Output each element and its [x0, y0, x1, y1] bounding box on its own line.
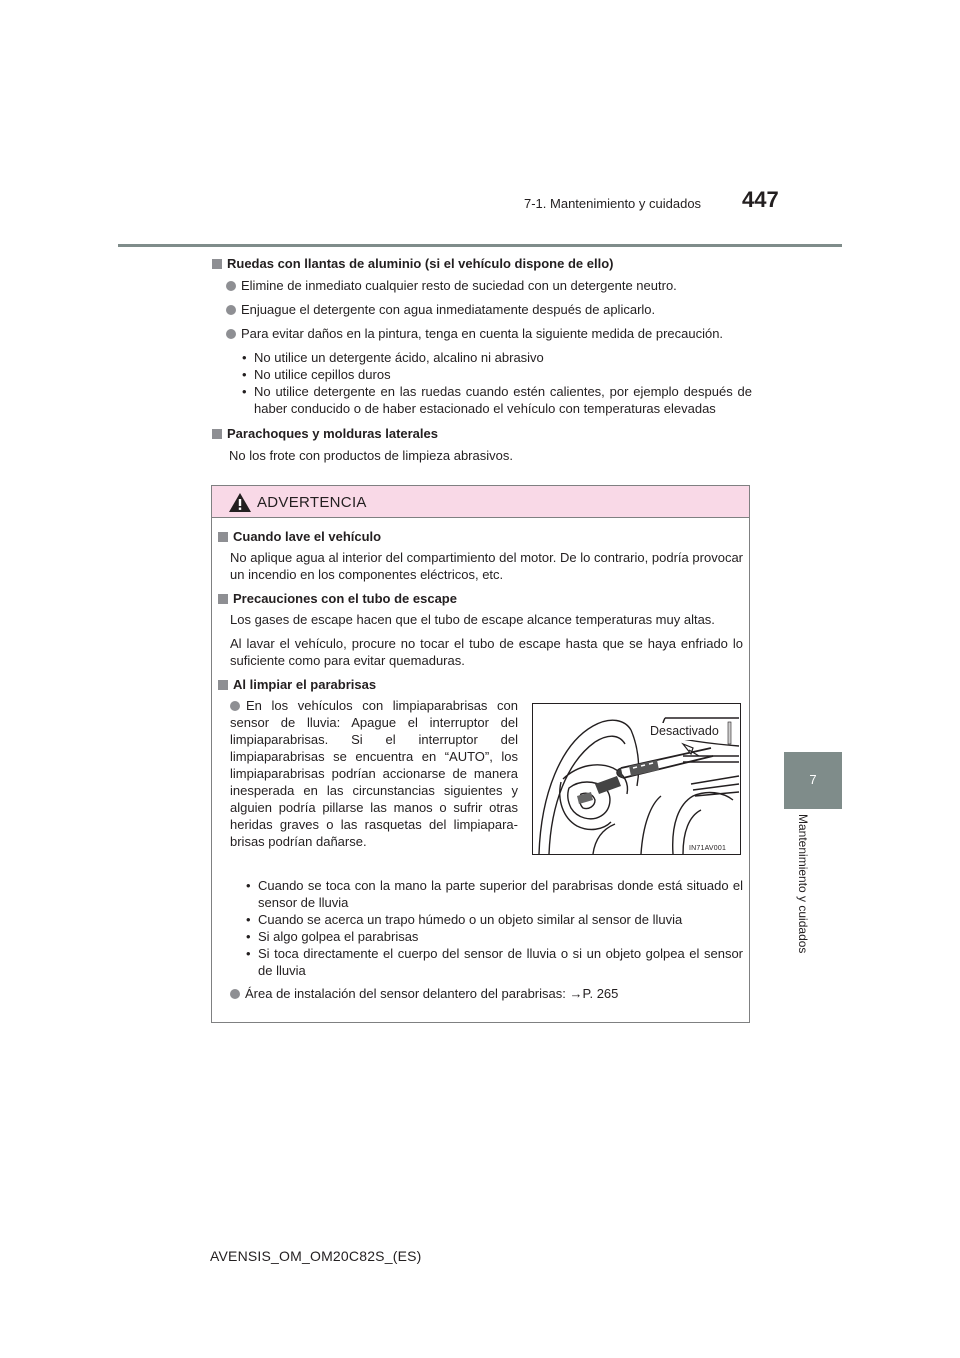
warning-body: [218, 528, 743, 1009]
warning-paragraph: Al lavar el vehículo, procure no tocar el tubo de escape hasta que se haya enfriado lo suficiente como para evitar quemaduras.: [230, 636, 743, 668]
warning-title: ADVERTENCIA: [257, 494, 367, 511]
square-bullet-icon: [212, 429, 222, 439]
round-bullet-icon: [230, 701, 240, 711]
list-item: • Cuando se toca con la mano la parte superior del parabrisas donde está situado el sensor de lluvia: [246, 877, 743, 911]
round-bullet-icon: [226, 329, 236, 339]
warning-triangle-icon: [229, 493, 251, 512]
bumpers-text: No los frote con productos de limpieza abrasivos.: [229, 448, 513, 463]
list-item: • Cuando se acerca un trapo húmedo o un objeto similar al sensor de lluvia: [246, 911, 743, 928]
bullet-item: Para evitar daños en la pintura, tenga en cuenta la siguiente medida de precaución.: [212, 325, 752, 342]
warning-heading-exhaust: Precauciones con el tubo de escape: [218, 590, 743, 607]
bullet-item: Enjuague el detergente con agua inmediatamente después de aplicarlo.: [212, 301, 752, 318]
section-heading-bumpers: Parachoques y molduras laterales: [212, 425, 752, 442]
list-item: • No utilice detergente en las ruedas cuando estén calientes, por ejemplo después de haber conducido o de haber estacionado el vehículo con temperaturas elevadas: [242, 383, 752, 417]
warning-heading-washing: Cuando lave el vehículo: [218, 528, 743, 545]
warning-heading-windshield: Al limpiar el parabrisas: [218, 676, 743, 693]
round-bullet-icon: [226, 305, 236, 315]
footer-document-code: AVENSIS_OM_OM20C82S_(ES): [210, 1248, 422, 1264]
bullet-item: Elimine de inmediato cualquier resto de suciedad con un detergente neutro.: [212, 277, 752, 294]
square-bullet-icon: [212, 259, 222, 269]
section-heading-wheels: Ruedas con llantas de aluminio (si el vehículo dispone de ello): [212, 255, 752, 272]
warning-paragraph: No aplique agua al interior del compartimiento del motor. De lo contrario, podría provocar un incendio en los componentes eléctricos, etc.: [230, 550, 743, 582]
chapter-tab-label: Mantenimiento y cuidados: [796, 814, 810, 954]
figure-code: IN71AV001: [689, 845, 727, 852]
square-bullet-icon: [218, 532, 228, 542]
list-item: • No utilice cepillos duros: [242, 366, 752, 383]
off-position-label: Desactivado: [650, 724, 719, 738]
warning-header: [212, 486, 749, 518]
warning-paragraph: Los gases de escape hacen que el tubo de escape alcance temperaturas muy altas.: [230, 612, 715, 627]
round-bullet-icon: [230, 989, 240, 999]
header-divider: [118, 244, 842, 247]
square-bullet-icon: [218, 680, 228, 690]
rain-sensor-conditions: [218, 877, 743, 979]
precaution-list: [212, 349, 752, 417]
rain-sensor-text: En los vehículos con limpiaparabrisas con sensor de lluvia: Apague el interruptor del limpiaparabrisas. Si el interruptor del limpiaparabrisas se encuentra en “AUTO”, los limpiaparabrisas podrían accionarse de manera inesperada en las circunstancias siguientes y alguien podría pillarse las manos o sufrir otras heridas graves o las rasquetas del limpiaparabrisas podrían dañarse.: [230, 698, 518, 849]
list-item: • Si toca directamente el cuerpo del sensor de lluvia o si un objeto golpea el sensor de lluvia: [246, 945, 743, 979]
warning-box: [211, 485, 750, 1023]
list-item: • No utilice un detergente ácido, alcalino ni abrasivo: [242, 349, 752, 366]
rain-sensor-row: [218, 697, 743, 873]
chapter-tab: 7: [784, 752, 842, 809]
main-content: [212, 255, 752, 472]
list-item: • Si algo golpea el parabrisas: [246, 928, 743, 945]
square-bullet-icon: [218, 594, 228, 604]
front-sensor-reference: Área de instalación del sensor delantero del parabrisas: →P. 265: [218, 985, 743, 1002]
page-number: 447: [742, 187, 779, 212]
wiper-switch-illustration: [532, 703, 741, 855]
header-section-title: 7-1. Mantenimiento y cuidados: [524, 196, 702, 211]
round-bullet-icon: [226, 281, 236, 291]
